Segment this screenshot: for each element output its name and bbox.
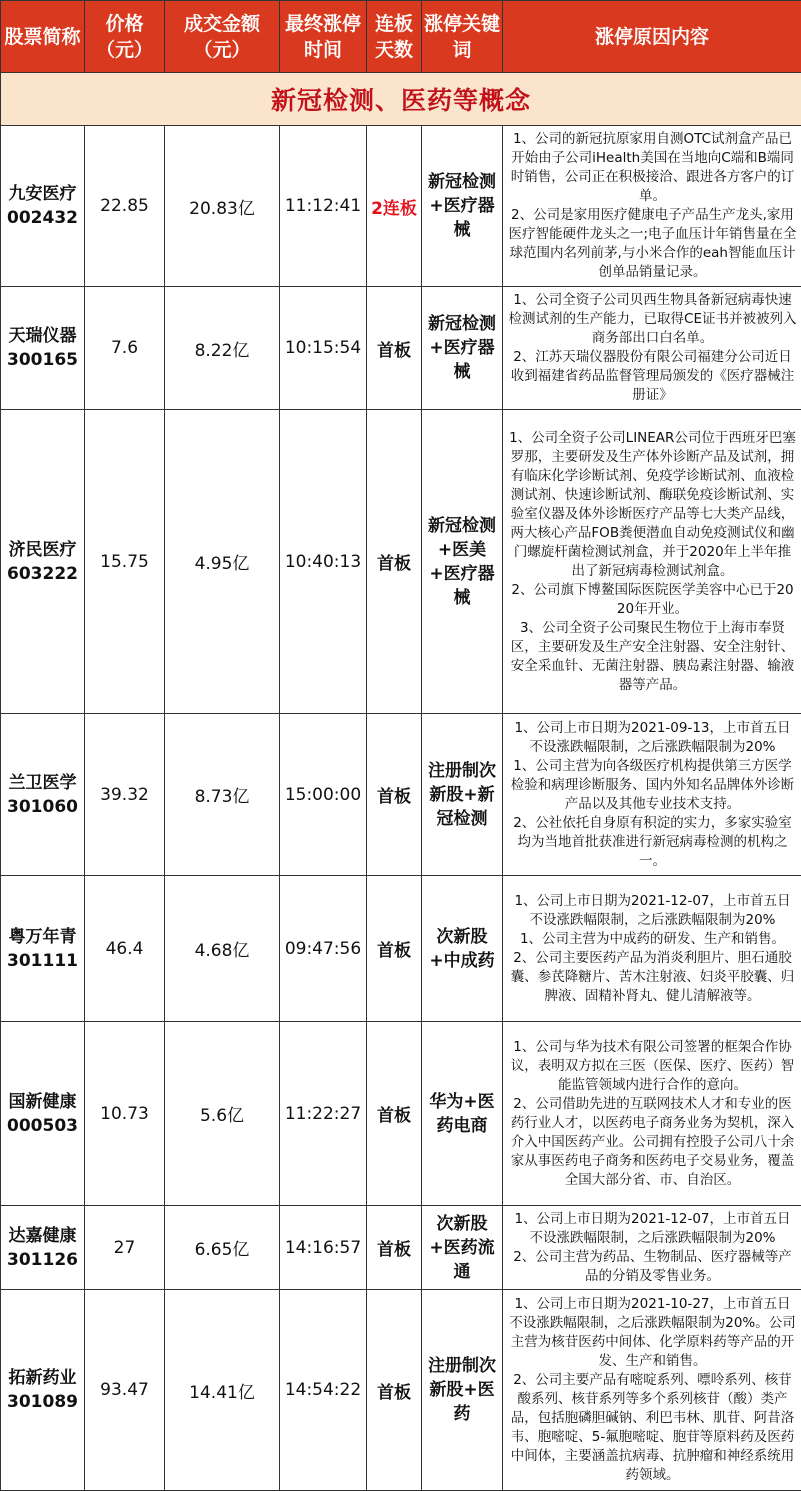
keyword-cell: 新冠检测+医疗器械 xyxy=(422,287,503,410)
category-row xyxy=(1,73,801,126)
reason-paragraph: 2、公社依托自身原有积淀的实力，多家实验室均为当地首批获准进行新冠病毒检测的机构之一。 xyxy=(508,814,797,871)
time-cell: 11:12:41 xyxy=(280,126,367,287)
stock-name: 粤万年青 xyxy=(1,925,84,949)
time-cell: 14:16:57 xyxy=(280,1206,367,1290)
boards-cell: 首板 xyxy=(367,287,422,410)
header-price: 价格（元） xyxy=(85,1,165,73)
header-amount: 成交金额（元） xyxy=(165,1,280,73)
reason-cell xyxy=(503,287,801,410)
table-row xyxy=(1,287,801,410)
keyword-cell: 注册制次新股+新冠检测 xyxy=(422,714,503,876)
reason-cell xyxy=(503,1206,801,1290)
reason-cell xyxy=(503,126,801,287)
boards-cell: 首板 xyxy=(367,714,422,876)
table-row xyxy=(1,410,801,714)
reason-paragraph: 1、公司上市日期为2021-09-13，上市首五日不设涨跌幅限制，之后涨跌幅限制为20% xyxy=(508,719,797,757)
stock-code: 000503 xyxy=(1,1114,84,1138)
stock-code: 301126 xyxy=(1,1248,84,1272)
boards-cell: 首板 xyxy=(367,1290,422,1491)
stock-name: 兰卫医学 xyxy=(1,771,84,795)
keyword-cell: 新冠检测+医美+医疗器械 xyxy=(422,410,503,714)
amount-cell: 14.41亿 xyxy=(165,1290,280,1491)
reason-paragraph: 1、公司上市日期为2021-10-27，上市首五日不设涨跌幅限制，之后涨跌幅限制为20%。公司主营为核苷医药中间体、化学原料药等产品的开发、生产和销售。 xyxy=(508,1295,797,1371)
price-cell: 39.32 xyxy=(85,714,165,876)
stock-code: 002432 xyxy=(1,206,84,230)
amount-cell: 8.22亿 xyxy=(165,287,280,410)
time-cell: 10:40:13 xyxy=(280,410,367,714)
boards-cell: 首板 xyxy=(367,410,422,714)
table-row xyxy=(1,1206,801,1290)
table-row xyxy=(1,126,801,287)
category-title: 新冠检测、医药等概念 xyxy=(1,73,801,126)
stock-name-cell xyxy=(1,876,85,1022)
reason-paragraph: 1、公司主营为向各级医疗机构提供第三方医学检验和病理诊断服务、国内外知名品牌体外诊断产品以及其他专业技术支持。 xyxy=(508,757,797,814)
keyword-cell: 次新股+医药流通 xyxy=(422,1206,503,1290)
keyword-cell: 新冠检测+医疗器械 xyxy=(422,126,503,287)
price-cell: 7.6 xyxy=(85,287,165,410)
stock-name: 国新健康 xyxy=(1,1090,84,1114)
reason-paragraph: 1、公司全资子公司LINEAR公司位于西班牙巴塞罗那，主要研发及生产体外诊断产品及试剂，拥有临床化学诊断试剂、免疫学诊断试剂、血液检测试剂、快速诊断试剂、酶联免疫诊断试剂、实验室仪器及体外诊断医疗产品等七大类产品线，两大核心产品FOB粪便潜血自动免疫测试仪和幽门螺旋杆菌检测试剂盒，并于2020年上半年推出了新冠病毒检测试剂盒。 xyxy=(508,429,797,581)
stock-name: 济民医疗 xyxy=(1,538,84,562)
stock-name-cell xyxy=(1,1290,85,1491)
time-cell: 10:15:54 xyxy=(280,287,367,410)
reason-paragraph: 1、公司上市日期为2021-12-07，上市首五日不设涨跌幅限制，之后涨跌幅限制为20% xyxy=(508,1210,797,1248)
reason-cell xyxy=(503,410,801,714)
keyword-cell: 注册制次新股+医药 xyxy=(422,1290,503,1491)
reason-paragraph: 1、公司上市日期为2021-12-07，上市首五日不设涨跌幅限制，之后涨跌幅限制为20% xyxy=(508,892,797,930)
stock-rows xyxy=(1,126,801,1491)
stock-name: 九安医疗 xyxy=(1,182,84,206)
amount-cell: 4.68亿 xyxy=(165,876,280,1022)
boards-cell: 首板 xyxy=(367,1206,422,1290)
reason-paragraph: 2、江苏天瑞仪器股份有限公司福建分公司近日收到福建省药品监督管理局颁发的《医疗器械注册证》 xyxy=(508,348,797,405)
header-name: 股票简称 xyxy=(1,1,85,73)
header-reason: 涨停原因内容 xyxy=(503,1,801,73)
stock-name-cell xyxy=(1,1206,85,1290)
price-cell: 93.47 xyxy=(85,1290,165,1491)
price-cell: 46.4 xyxy=(85,876,165,1022)
stock-name-cell xyxy=(1,1022,85,1206)
reason-paragraph: 2、公司主营为药品、生物制品、医疗器械等产品的分销及零售业务。 xyxy=(508,1248,797,1286)
header-row xyxy=(1,1,801,73)
table-row xyxy=(1,714,801,876)
stock-name-cell xyxy=(1,287,85,410)
amount-cell: 4.95亿 xyxy=(165,410,280,714)
stock-code: 301089 xyxy=(1,1390,84,1414)
time-cell: 09:47:56 xyxy=(280,876,367,1022)
reason-paragraph: 2、公司主要医药产品为消炎利胆片、胆石通胶囊、参芪降糖片、苦木注射液、妇炎平胶囊、归脾液、固精补肾丸、健儿清解液等。 xyxy=(508,949,797,1006)
price-cell: 10.73 xyxy=(85,1022,165,1206)
reason-paragraph: 3、公司全资子公司聚民生物位于上海市奉贤区，主要研发及生产安全注射器、安全注射针、安全采血针、无菌注射器、胰岛素注射器、输液器等产品。 xyxy=(508,619,797,695)
time-cell: 11:22:27 xyxy=(280,1022,367,1206)
reason-paragraph: 1、公司与华为技术有限公司签署的框架合作协议，表明双方拟在三医（医保、医疗、医药）智能监管领域内进行合作的意向。 xyxy=(508,1038,797,1095)
stock-name: 拓新药业 xyxy=(1,1366,84,1390)
price-cell: 15.75 xyxy=(85,410,165,714)
stock-name: 达嘉健康 xyxy=(1,1224,84,1248)
reason-cell xyxy=(503,876,801,1022)
amount-cell: 5.6亿 xyxy=(165,1022,280,1206)
stock-code: 301060 xyxy=(1,795,84,819)
reason-paragraph: 2、公司是家用医疗健康电子产品生产龙头,家用医疗智能硬件龙头之一;电子血压计年销售量在全球范围内名列前茅,与小米合作的eah智能血压计创单品销量记录。 xyxy=(508,206,797,282)
table-row xyxy=(1,1290,801,1491)
reason-cell xyxy=(503,1290,801,1491)
stock-name-cell xyxy=(1,714,85,876)
stock-code: 300165 xyxy=(1,348,84,372)
header-time: 最终涨停时间 xyxy=(280,1,367,73)
reason-paragraph: 1、公司的新冠抗原家用自测OTC试剂盒产品已开始由子公司iHealth美国在当地向C端和B端同时销售，公司正在积极接洽、跟进各方客户的订单。 xyxy=(508,130,797,206)
time-cell: 14:54:22 xyxy=(280,1290,367,1491)
price-cell: 27 xyxy=(85,1206,165,1290)
reason-paragraph: 1、公司全资子公司贝西生物具备新冠病毒快速检测试剂的生产能力，已取得CE证书并被被列入商务部出口白名单。 xyxy=(508,291,797,348)
keyword-cell: 华为+医药电商 xyxy=(422,1022,503,1206)
header-keyword: 涨停关键词 xyxy=(422,1,503,73)
stock-code: 603222 xyxy=(1,562,84,586)
time-cell: 15:00:00 xyxy=(280,714,367,876)
keyword-cell: 次新股+中成药 xyxy=(422,876,503,1022)
stock-name-cell xyxy=(1,410,85,714)
amount-cell: 6.65亿 xyxy=(165,1206,280,1290)
reason-cell xyxy=(503,714,801,876)
boards-cell: 首板 xyxy=(367,876,422,1022)
reason-cell xyxy=(503,1022,801,1206)
reason-paragraph: 2、公司主要产品有嘧啶系列、嘌呤系列、核苷酸系列、核苷系列等多个系列核苷（酸）类产品，包括胞磷胆碱钠、利巴韦林、肌苷、阿昔洛韦、胞嘧啶、5-氟胞嘧啶、胞苷等原料药及医药中间体，主要涵盖抗病毒、抗肿瘤和神经系统用药领域。 xyxy=(508,1371,797,1485)
stock-name-cell xyxy=(1,126,85,287)
stock-code: 301111 xyxy=(1,949,84,973)
header-boards: 连板天数 xyxy=(367,1,422,73)
amount-cell: 20.83亿 xyxy=(165,126,280,287)
boards-cell: 首板 xyxy=(367,1022,422,1206)
stock-name: 天瑞仪器 xyxy=(1,324,84,348)
price-cell: 22.85 xyxy=(85,126,165,287)
table-row xyxy=(1,1022,801,1206)
reason-paragraph: 2、公司旗下博鳌国际医院医学美容中心已于2020年开业。 xyxy=(508,581,797,619)
amount-cell: 8.73亿 xyxy=(165,714,280,876)
table-row xyxy=(1,876,801,1022)
reason-paragraph: 1、公司主营为中成药的研发、生产和销售。 xyxy=(508,930,797,949)
reason-paragraph: 2、公司借助先进的互联网技术人才和专业的医药行业人才，以医药电子商务业务为契机，深入介入中国医药产业。公司拥有控股子公司八十余家从事医药电子商务和医药电子交易业务，覆盖全国大部分省、市、自治区。 xyxy=(508,1095,797,1190)
boards-cell: 2连板 xyxy=(367,126,422,287)
